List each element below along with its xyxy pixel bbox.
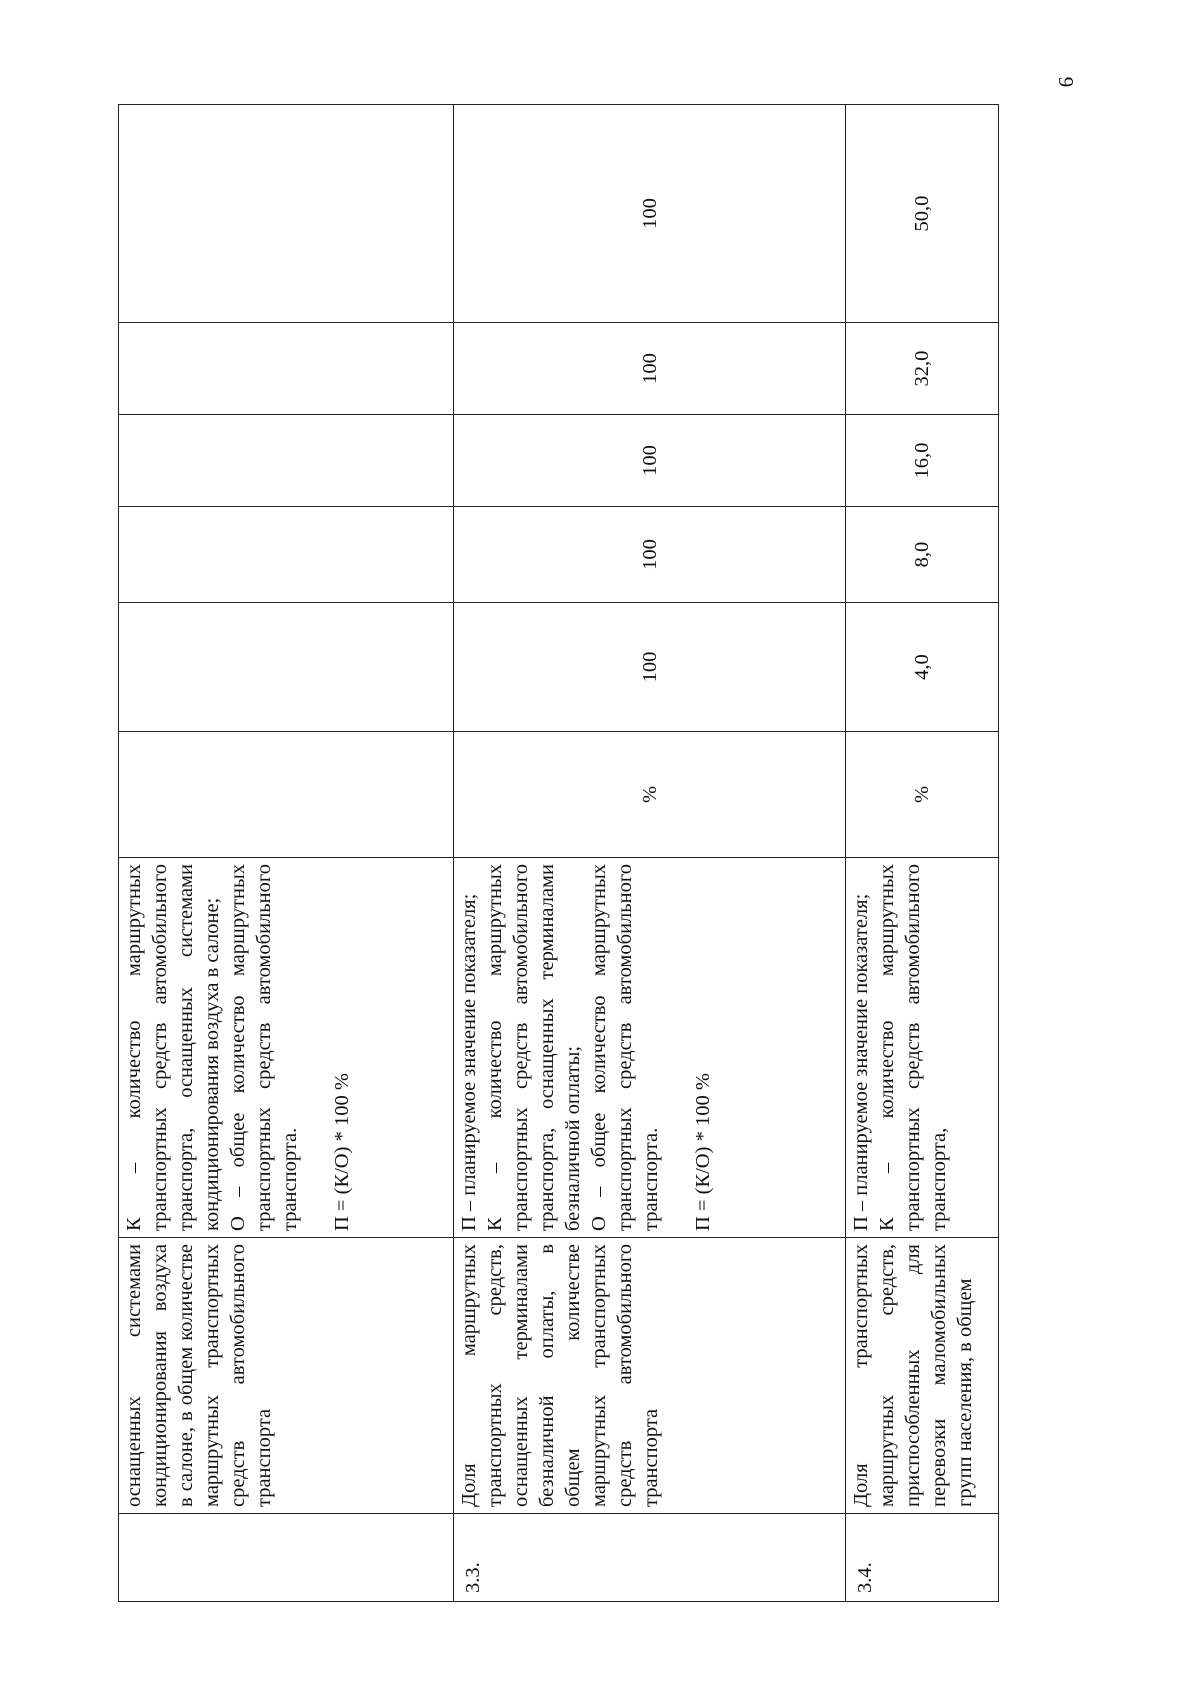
value-cell: 100 — [454, 603, 846, 732]
table-row — [119, 105, 454, 1602]
row-number: 3.3. — [454, 1514, 846, 1602]
value-cell: 16,0 — [846, 415, 999, 507]
rotated-page-content — [118, 105, 998, 1602]
calculation-method: К – количество маршрутных транспортных средств автомобильного транспорта, оснащенных системами кондиционирования воздуха в салоне; О – общее количество маршрутных транспортных средств автомобильного транспорта. П = (К/О) * 100 % — [119, 858, 454, 1238]
row-number: 3.4. — [846, 1514, 999, 1602]
value-cell: 100 — [454, 415, 846, 507]
indicator-name: Доля маршрутных транспортных средств, оснащенных терминалами безналичной оплаты, в общем количестве маршрутных транспортных средств автомобильного транспорта — [454, 1238, 846, 1514]
value-cell: 32,0 — [846, 323, 999, 415]
unit — [119, 732, 454, 858]
value-cell: 4,0 — [846, 603, 999, 732]
formula: П = (К/О) * 100 % — [331, 1073, 353, 1231]
table-row — [846, 105, 999, 1602]
value-cell — [119, 323, 454, 415]
value-cell — [119, 603, 454, 732]
calculation-method: П – планируемое значение показателя; К – количество маршрутных транспортных средств автомобильного транспорта, оснащенных терминалами безналичной оплаты; О – общее количество маршрутных транспортных средств автомобильного транспорта. П = (К/О) * 100 % — [454, 858, 846, 1238]
value-cell: 8,0 — [846, 507, 999, 603]
value-cell: 50,0 — [846, 105, 999, 323]
value-cell: 100 — [454, 105, 846, 323]
indicator-name: оснащенных системами кондиционирования воздуха в салоне, в общем количестве маршрутных транспортных средств автомобильного транспорта — [119, 1238, 454, 1514]
formula: П = (К/О) * 100 % — [692, 1073, 714, 1231]
table-row — [454, 105, 846, 1602]
value-cell — [119, 105, 454, 323]
calculation-method: П – планируемое значение показателя; К – количество маршрутных транспортных средств автомобильного транспорта, — [846, 858, 999, 1238]
value-cell: 100 — [454, 507, 846, 603]
value-cell: 100 — [454, 323, 846, 415]
indicators-table — [118, 104, 999, 1602]
value-cell — [119, 415, 454, 507]
indicator-name: Доля транспортных маршрутных средств, приспособленных для перевозки маломобильных групп населения, в общем — [846, 1238, 999, 1514]
unit: % — [846, 732, 999, 858]
page-number: 9 — [1054, 76, 1079, 88]
row-number — [119, 1514, 454, 1602]
unit: % — [454, 732, 846, 858]
value-cell — [119, 507, 454, 603]
